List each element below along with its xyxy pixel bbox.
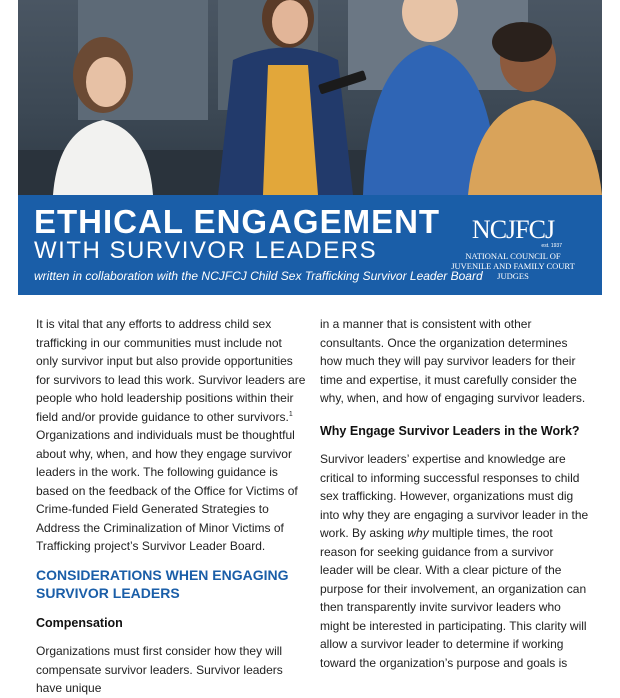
right-column <box>320 315 590 672</box>
logo-est: est. 1937 <box>541 243 562 249</box>
people-illustration <box>18 0 602 195</box>
header-photo <box>18 0 602 195</box>
footnote-marker: 1 <box>288 410 293 418</box>
ncjfcj-logo <box>438 217 588 281</box>
intro-paragraph <box>36 315 306 556</box>
why-engage-paragraph <box>320 450 590 672</box>
logo-name-line2: JUVENILE AND FAMILY COURT JUDGES <box>451 261 575 281</box>
title-banner <box>18 195 602 295</box>
intro-text-part2: Organizations and individuals must be thoughtful about why, when, and how they engage survivor leaders in the work. The following guidance is based on the feedback of the Office for Victims of Crime-funded Field Generated Strategies to Address the Criminalization of Minor Victims of Trafficking project’s Survivor Leader Board. <box>36 428 298 553</box>
collaboration-note: written in collaboration with the NCJFCJ Child Sex Trafficking Survivor Leader Board <box>34 269 483 283</box>
document-title: ETHICAL ENGAGEMENT <box>34 203 441 240</box>
intro-text-part1: It is vital that any efforts to address child sex trafficking in our communities must include not only survivor input but also provide opportunities for survivors to lead this work. Survivor leaders are people who hold leadership positions within their field and/or provide guidance to other survivors. <box>36 317 306 424</box>
why-text-part2: multiple times, the root reason for seeking guidance from a survivor leader will be clear. With a clear picture of the purpose for their involvement, an organization can then transparently invite survivor leaders who might be interested in participating. This clarity will allow a survivor leader to determine if working toward the organization’s purpose and goals is <box>320 526 587 670</box>
logo-mark: NCJFCJ <box>471 215 555 244</box>
why-text-part1: Survivor leaders’ expertise and knowledge are critical to informing successful responses to child sex trafficking. However, organizations must dig into why they are engaging a survivor leader in the work. By asking <box>320 452 589 540</box>
compensation-heading: Compensation <box>36 615 123 630</box>
document-subtitle: WITH SURVIVOR LEADERS <box>34 237 378 264</box>
section-heading: CONSIDERATIONS WHEN ENGAGING SURVIVOR LEADERS <box>36 566 289 601</box>
why-engage-heading: Why Engage Survivor Leaders in the Work? <box>320 423 580 438</box>
compensation-paragraph: Organizations must first consider how they will compensate survivor leaders. Survivor leaders have unique <box>36 644 283 695</box>
continuation-paragraph: in a manner that is consistent with other consultants. Once the organization determines how much they will pay survivor leaders for their time and expertise, it must carefully consider the why, when, and how of engaging survivor leaders. <box>320 317 586 405</box>
left-column <box>36 315 306 698</box>
why-emphasis: why <box>407 526 429 540</box>
logo-name-line1: NATIONAL COUNCIL OF <box>465 251 561 261</box>
